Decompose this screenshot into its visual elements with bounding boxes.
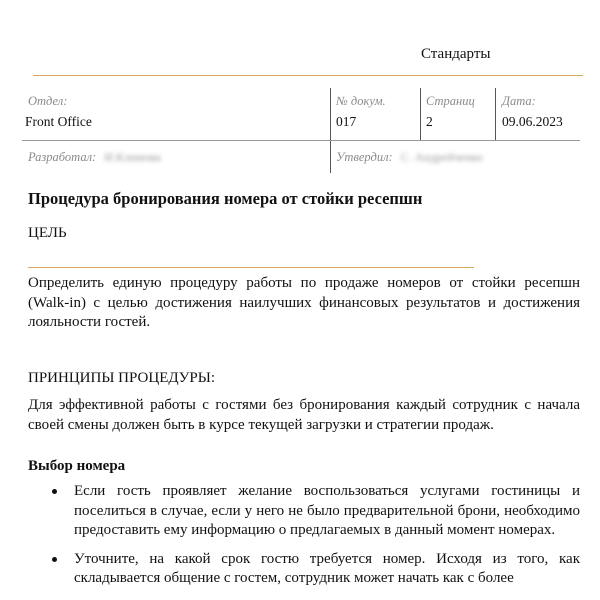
department-value: Front Office bbox=[25, 114, 92, 129]
pages-cell bbox=[420, 88, 496, 140]
date-cell bbox=[495, 88, 581, 140]
approved-by-cell bbox=[330, 141, 581, 173]
room-choice-heading: Выбор номера bbox=[28, 458, 126, 474]
list-item-text: Если гость проявляет желание воспользоваться услугами гостиницы и поселиться в случае, если у него не было предварительной брони, необходимо предоставить ему информацию о предлагаемых в данный момент номерах. bbox=[74, 483, 580, 538]
header-title: Стандарты bbox=[421, 46, 491, 62]
principles-heading: ПРИНЦИПЫ ПРОЦЕДУРЫ: bbox=[28, 370, 215, 386]
header-divider bbox=[33, 75, 583, 76]
department-cell bbox=[22, 88, 330, 140]
date-value: 09.06.2023 bbox=[502, 114, 563, 129]
meta-row-signatures bbox=[22, 140, 580, 173]
developed-by-value: И.Климова bbox=[104, 150, 161, 164]
list-item bbox=[52, 550, 580, 589]
department-label: Отдел: bbox=[28, 94, 68, 108]
document-meta-table bbox=[22, 88, 580, 173]
room-choice-list bbox=[52, 482, 580, 598]
date-label: Дата: bbox=[502, 94, 536, 108]
goal-heading: ЦЕЛЬ bbox=[28, 225, 67, 241]
doc-number-cell bbox=[330, 88, 421, 140]
principles-paragraph: Для эффективной работы с гостями без бронирования каждый сотрудник с начала своей смены должен быть в курсе текущей загрузки и стратегии продаж. bbox=[28, 397, 580, 433]
list-item bbox=[52, 482, 580, 541]
doc-number-value: 017 bbox=[336, 114, 357, 129]
developed-by-label: Разработал: bbox=[28, 150, 97, 164]
approved-by-label: Утвердил: bbox=[336, 150, 393, 164]
goal-paragraph: Определить единую процедуру работы по продаже номеров от стойки ресепшн (Walk-in) с целью достижения наилучших финансовых результатов и достижения лояльности гостей. bbox=[28, 275, 580, 330]
bullet-dot-icon bbox=[52, 489, 57, 494]
list-item-text: Уточните, на какой срок гостю требуется номер. Исходя из того, как складывается общение с гостем, сотрудник может начать как с более bbox=[74, 550, 580, 586]
pages-label: Страниц bbox=[426, 94, 475, 108]
goal-divider bbox=[28, 267, 474, 268]
doc-number-label: № докум. bbox=[336, 94, 386, 108]
developed-by-cell bbox=[22, 141, 330, 173]
meta-row-primary bbox=[22, 88, 580, 140]
pages-value: 2 bbox=[426, 114, 433, 129]
bullet-dot-icon bbox=[52, 557, 57, 562]
approved-by-value: С. Андрейченко bbox=[400, 150, 483, 164]
document-title: Процедура бронирования номера от стойки ресепшн bbox=[28, 189, 423, 208]
